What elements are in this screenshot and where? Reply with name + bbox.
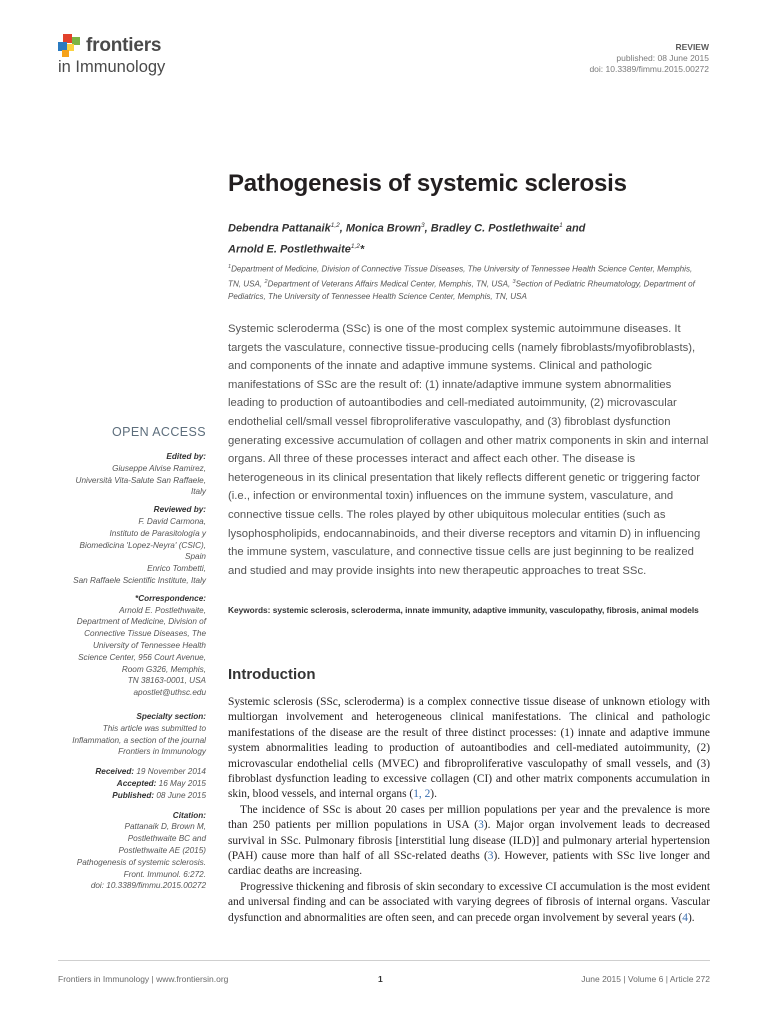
specialty-section-label: Specialty section: — [136, 711, 206, 721]
page-number: 1 — [378, 974, 383, 984]
paragraph-text: Progressive thickening and fibrosis of skin secondary to excessive CI accumulation is the most evident and universal finding and can be associated with varying degrees of fibrosis of internal organs. Vascular dysfunction and abnormalities are often seen, and can precede organ involvement by several years ( — [228, 880, 710, 924]
citation-line: Pattanaik D, Brown M, — [124, 822, 206, 832]
footer-issue: June 2015 | Volume 6 | Article 272 — [581, 974, 710, 984]
reviewer-line: San Raffaele Scientific Institute, Italy — [73, 575, 206, 585]
author-name[interactable]: Arnold E. Postlethwaite — [228, 243, 351, 256]
editorial-info — [56, 451, 206, 892]
citation-line: Postlethwaite AE (2015) — [118, 845, 206, 855]
article-meta — [589, 42, 709, 75]
introduction-body — [228, 695, 710, 926]
edited-by-label: Edited by: — [166, 452, 206, 461]
author-name[interactable]: , Bradley C. Postlethwaite — [424, 222, 560, 235]
editor-line: Giuseppe Alvise Ramirez, — [112, 463, 206, 473]
received-date — [56, 766, 206, 778]
citation-link[interactable]: 4 — [682, 911, 688, 924]
citation-link[interactable]: 1, 2 — [413, 788, 431, 801]
article-title: Pathogenesis of systemic sclerosis — [228, 170, 627, 197]
citation-doi[interactable]: doi: 10.3389/fimmu.2015.00272 — [90, 881, 206, 891]
received-label: Received: — [95, 767, 135, 777]
correspondence-line: Arnold E. Postlethwaite, — [119, 605, 206, 615]
published-date-sidebar — [56, 790, 206, 802]
corresponding-mark: * — [359, 243, 365, 256]
affiliation-mark: 3 — [512, 278, 516, 285]
correspondence-line: Room G326, Memphis, — [121, 664, 206, 674]
correspondence-line: TN 38163-0001, USA — [127, 676, 206, 686]
affiliation-text: Department of Medicine, Division of Connective Tissue Diseases, The University of Tennessee Health Science Center, Memphis, TN, USA, — [228, 264, 693, 289]
paragraph-text: Systemic sclerosis (SSc, scleroderma) is a complex connective tissue disease of unknown etiology with multiorgan involvement and heterogeneous clinical manifestations. The clinical and pathologic manifestations of the disease are the result of three distinct processes: (1) innate and adaptive immune system abnormalities leading to production of autoantibodies and cell-mediated autoimmunity, (2) microvascular endothelial cells (MVEC) and fibroproliferative vasculopathy of small vessels, and (3) fibroblast dysfunction leading to excessive collagen (CI) and other matrix components accumulation in skin, blood vessels, and internal organs ( — [228, 696, 710, 801]
correspondence-email[interactable]: apostlet@uthsc.edu — [133, 688, 206, 698]
abstract: Systemic scleroderma (SSc) is one of the most complex systemic autoimmune diseases. It targets the vasculature, connective tissue-producing cells (namely fibroblasts/myofibroblasts), and components of the innate and adaptive immune systems. Clinical and pathologic manifestations of SSc are the result of: (1) innate/adaptive immune system abnormalities leading to production of autoantibodies and cell-mediated autoimmunity, (2) microvascular endothelial cell/small vessel fibroproliferative vasculopathy, and (3) fibroblast dysfunction generating excessive accumulation of collagen and other matrix components in skin and internal organs. All three of these processes interact and affect each other. The disease is heterogeneous in its clinical presentation that likely reflects different genetic or triggering factor (i.e., infection or environmental toxin) influences on the immune system, vasculature, and connective tissue cells. The roles played by other ubiquitous molecular entities (such as lysophospholipids, endocannabinoids, and their diverse receptors and vitamin D) in influencing the immune system, vasculature, and connective tissue cells are just beginning to be realized and studied and may provide insights into new therapeutic approaches to treat SSc. — [228, 323, 709, 577]
reviewed-by-label: Reviewed by: — [153, 505, 206, 515]
citation-line: Postlethwaite BC and — [127, 834, 206, 844]
accepted-value: 16 May 2015 — [156, 778, 206, 788]
affiliation-mark: 1 — [228, 264, 232, 270]
editor-line: Università Vita-Salute San Raffaele, — [75, 475, 206, 485]
accepted-label: Accepted: — [116, 778, 157, 788]
paragraph — [228, 695, 710, 803]
open-access-label: OPEN ACCESS — [111, 425, 206, 439]
affiliation-text: Department of Veterans Affairs Medical Center, Memphis, TN, USA, — [267, 279, 513, 289]
paragraph-text: ). — [430, 788, 437, 801]
journal-brand: frontiers — [86, 35, 162, 56]
specialty-line: Inflammation, a section of the journal — [72, 735, 206, 745]
author-affiliation-mark: 1,2 — [330, 222, 340, 229]
correspondence-line: Science Center, 956 Court Avenue, — [78, 652, 206, 662]
paragraph-text: ). Major organ involvement leads to decreased survival in SSc. Pulmonary fibrosis [interstitial lung disease (ILD)] and pulmonary arterial hypertension (PAH) cause more than half of all SSc-related deaths ( — [228, 819, 710, 863]
author-separator: and — [562, 222, 586, 235]
paragraph — [228, 880, 710, 926]
frontiers-logo-icon — [58, 34, 82, 58]
paragraph-text: ). However, patients with SSc live longer and cardiac deaths are increasing. — [228, 850, 710, 878]
published-value: 08 June 2015 — [154, 790, 206, 800]
paragraph-text: The incidence of SSc is about 20 cases per million populations per year and the prevalence is more than 250 patients per million populations in USA ( — [228, 803, 710, 832]
reviewer-line: Enrico Tombetti, — [147, 564, 206, 574]
reviewer-line: F. David Carmona, — [138, 516, 206, 526]
affiliations — [228, 261, 698, 303]
published-date: published: 08 June 2015 — [616, 53, 709, 63]
citation-line: Pathogenesis of systemic sclerosis. — [76, 857, 206, 867]
reviewer-line: Biomedicina 'Lopez-Neyra' (CSIC), — [79, 540, 206, 550]
affiliation-text: Section of Pediatric Rheumatology, Department of Pediatrics, The University of Tennessee Health Science Center, Memphis, TN, USA — [228, 279, 695, 302]
citation-label: Citation: — [172, 810, 206, 820]
received-value: 19 November 2014 — [134, 767, 206, 777]
citation-line: Front. Immunol. 6:272. — [123, 869, 206, 879]
keywords: Keywords: systemic sclerosis, scleroderma, innate immunity, adaptive immunity, vasculopathy, fibrosis, animal models — [228, 605, 699, 615]
editor-line: Italy — [190, 487, 206, 497]
citation-link[interactable]: 3 — [487, 850, 494, 863]
paragraph — [228, 803, 710, 880]
article-doi[interactable]: doi: 10.3389/fimmu.2015.00272 — [589, 64, 709, 74]
reviewer-line: Spain — [185, 552, 206, 562]
author-list — [228, 217, 718, 258]
journal-section: in Immunology — [58, 58, 166, 76]
reviewer-line: Instituto de Parasitología y — [109, 528, 206, 538]
author-name[interactable]: , Monica Brown — [339, 222, 422, 235]
correspondence-line: University of Tennessee Health — [92, 640, 206, 650]
specialty-line: This article was submitted to — [102, 723, 206, 733]
article-type: REVIEW — [675, 42, 709, 52]
correspondence-line: Connective Tissue Diseases, The — [84, 629, 206, 639]
correspondence-line: Department of Medicine, Division of — [76, 617, 206, 627]
specialty-line: Frontiers in Immunology — [118, 747, 206, 757]
author-affiliation-mark: 1 — [559, 222, 563, 229]
author-affiliation-mark: 3 — [421, 222, 425, 229]
affiliation-mark: 2 — [264, 278, 268, 285]
author-name[interactable]: Debendra Pattanaik — [228, 222, 331, 235]
correspondence-label: *Correspondence: — [135, 593, 206, 603]
published-label: Published: — [112, 790, 155, 800]
journal-logo[interactable] — [58, 34, 218, 84]
author-affiliation-mark: 1,2 — [350, 242, 360, 250]
footer-journal[interactable]: Frontiers in Immunology | www.frontiersin.org — [58, 974, 229, 984]
citation-link[interactable]: 3 — [478, 819, 484, 832]
section-heading-introduction: Introduction — [228, 666, 316, 683]
accepted-date — [56, 778, 206, 790]
footer-divider — [58, 960, 710, 961]
paragraph-text: ). — [688, 911, 695, 924]
